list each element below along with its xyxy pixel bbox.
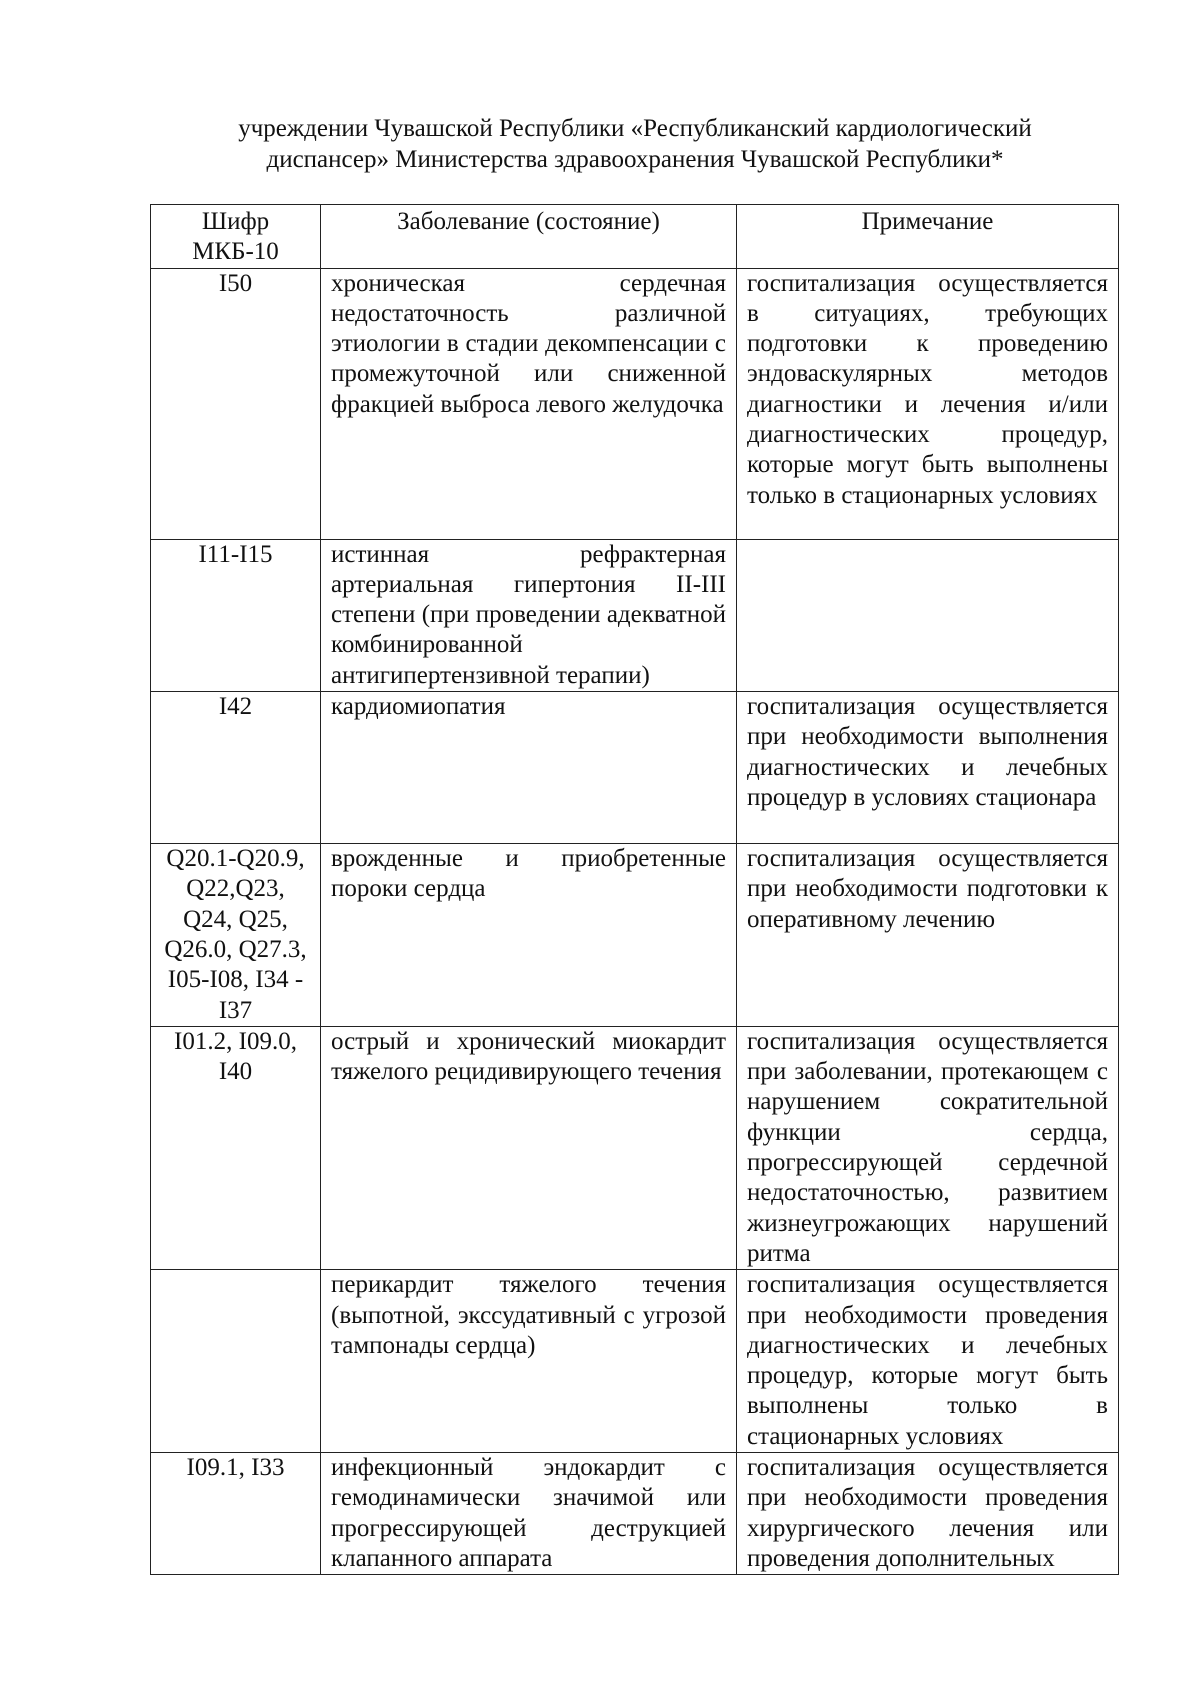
- header-disease: Заболевание (состояние): [321, 205, 737, 269]
- note-cell: госпитализация осуществляется при необходимости подготовки к оперативному лечению: [737, 844, 1119, 1027]
- icd-code-cell: Q20.1-Q20.9, Q22,Q23, Q24, Q25, Q26.0, Q27.3, I05-I08, I34 - I37: [151, 844, 321, 1027]
- table-row: [151, 268, 1119, 539]
- note-cell: госпитализация осуществляется при заболевании, протекающем с нарушением сократительной функции сердца, прогрессирующей сердечной недостаточностью, развитием жизнеугрожающих нарушений ритма: [737, 1026, 1119, 1269]
- icd-code-cell: [151, 1270, 321, 1453]
- heading-line-2: диспансер» Министерства здравоохранения Чувашской Республики*: [266, 146, 1004, 173]
- note-cell: госпитализация осуществляется при необходимости проведения хирургического лечения или проведения дополнительных: [737, 1453, 1119, 1575]
- note-cell: госпитализация осуществляется при необходимости проведения диагностических и лечебных процедур, которые могут быть выполнены только в стационарных условиях: [737, 1270, 1119, 1453]
- table-row: [151, 1026, 1119, 1269]
- document-heading: [150, 113, 1120, 175]
- disease-cell: перикардит тяжелого течения (выпотной, экссудативный с угрозой тампонады сердца): [321, 1270, 737, 1453]
- table-row: [151, 539, 1119, 691]
- table-row: [151, 692, 1119, 844]
- note-cell: [737, 539, 1119, 691]
- disease-cell: хроническая сердечная недостаточность различной этиологии в стадии декомпенсации с промежуточной или сниженной фракцией выброса левого желудочка: [321, 268, 737, 539]
- header-note: Примечание: [737, 205, 1119, 269]
- table-row: [151, 1270, 1119, 1453]
- note-cell: госпитализация осуществляется при необходимости выполнения диагностических и лечебных процедур в условиях стационара: [737, 692, 1119, 844]
- disease-cell: врожденные и приобретенные пороки сердца: [321, 844, 737, 1027]
- table-row: [151, 844, 1119, 1027]
- icd-code-cell: I50: [151, 268, 321, 539]
- note-cell: госпитализация осуществляется в ситуациях, требующих подготовки к проведению эндоваскулярных методов диагностики и лечения и/или диагностических процедур, которые могут быть выполнены только в стационарных условиях: [737, 268, 1119, 539]
- disease-cell: инфекционный эндокардит с гемодинамически значимой или прогрессирующей деструкцией клапанного аппарата: [321, 1453, 737, 1575]
- disease-cell: кардиомиопатия: [321, 692, 737, 844]
- heading-line-1: учреждении Чувашской Республики «Республиканский кардиологический: [238, 115, 1032, 142]
- icd-code-cell: I09.1, I33: [151, 1453, 321, 1575]
- icd-code-cell: I01.2, I09.0, I40: [151, 1026, 321, 1269]
- header-icd-code: Шифр МКБ-10: [151, 205, 321, 269]
- icd-code-cell: I11-I15: [151, 539, 321, 691]
- table-header-row: [151, 205, 1119, 269]
- disease-cell: истинная рефрактерная артериальная гипертония II-III степени (при проведении адекватной комбинированной антигипертензивной терапии): [321, 539, 737, 691]
- disease-cell: острый и хронический миокардит тяжелого рецидивирующего течения: [321, 1026, 737, 1269]
- icd-code-cell: I42: [151, 692, 321, 844]
- hospitalization-table: [150, 204, 1119, 1575]
- table-row: [151, 1453, 1119, 1575]
